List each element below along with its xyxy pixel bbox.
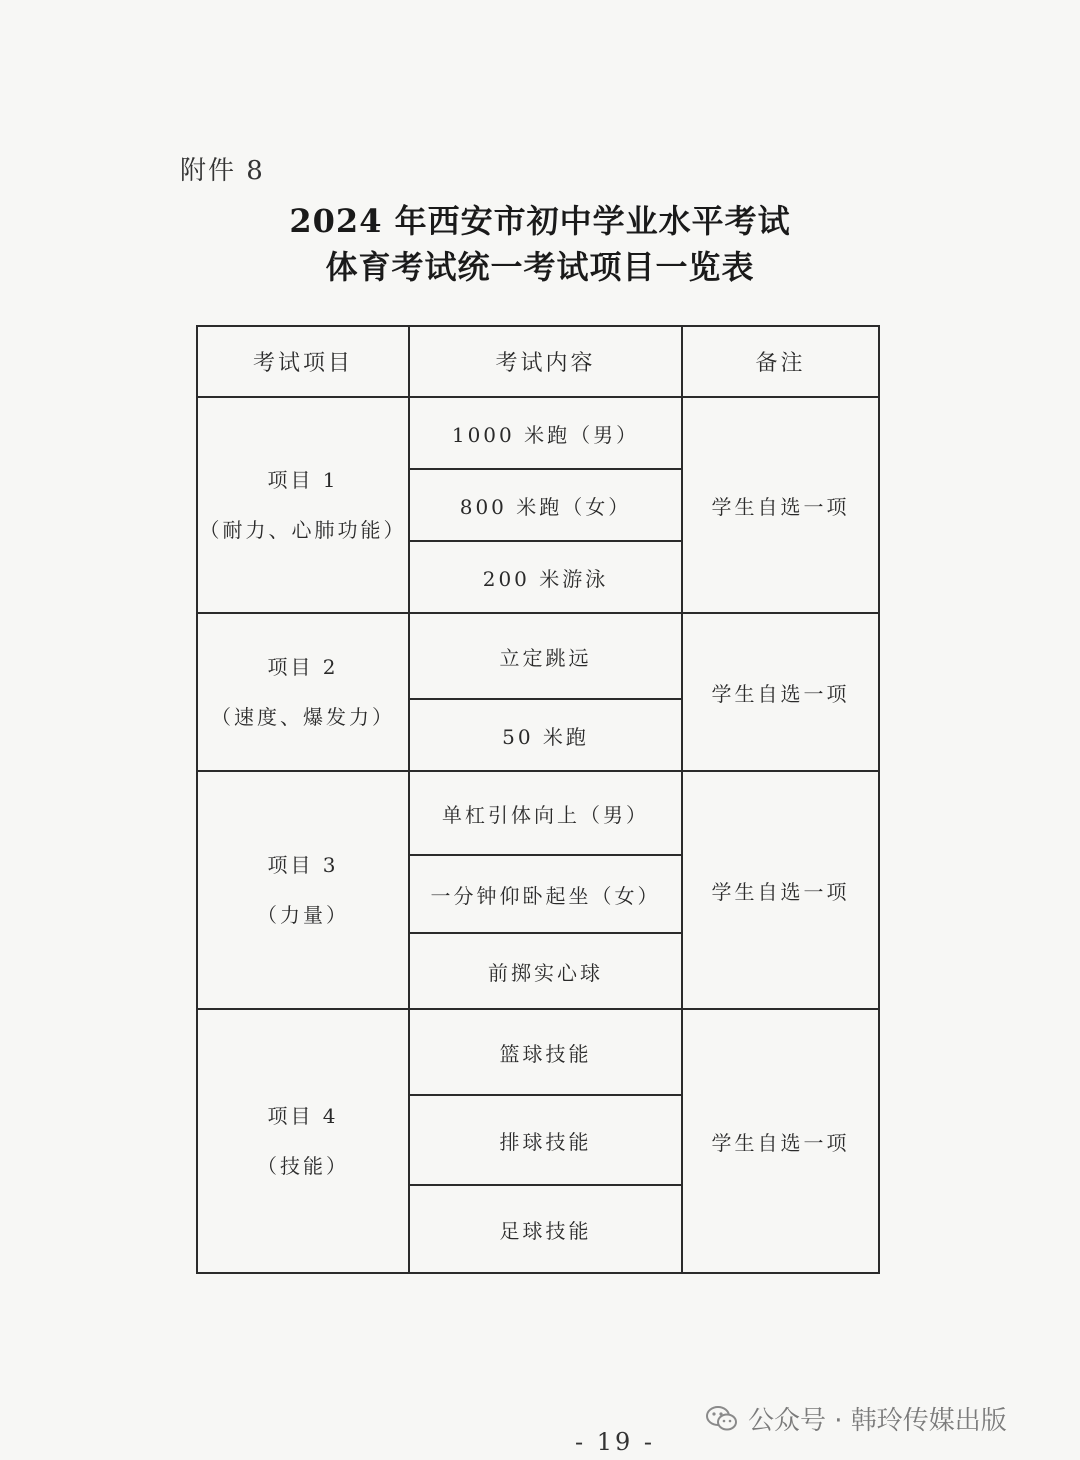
content-cell: 800 米跑（女） [409,469,682,541]
remark-cell: 学生自选一项 [682,613,879,771]
category-description: （力量） [257,903,349,927]
category-cell [197,1009,409,1273]
category-description: （速度、爆发力） [211,705,395,729]
content-cell: 一分钟仰卧起坐（女） [409,855,682,933]
content-cell: 200 米游泳 [409,541,682,613]
page-number-wrap [0,1428,1080,1456]
exam-items-table [196,325,880,1274]
header-exam-item: 考试项目 [197,326,409,397]
table-header-row [197,326,879,397]
content-cell: 1000 米跑（男） [409,397,682,469]
document-title-line2: 体育考试统一考试项目一览表 [325,248,755,286]
category-cell [197,397,409,613]
table-row [197,613,879,699]
category-name: 项目 3 [267,853,339,877]
table-row [197,1009,879,1095]
category-cell [197,771,409,1009]
page-number: - 19 - [574,1428,655,1456]
content-cell: 足球技能 [409,1185,682,1273]
watermark-text: 公众号 · 韩玲传媒出版 [748,1406,1007,1436]
content-cell: 立定跳远 [409,613,682,699]
header-exam-content: 考试内容 [409,326,682,397]
content-cell: 单杠引体向上（男） [409,771,682,855]
document-title-line1: 2024 年西安市初中学业水平考试 [289,202,791,240]
table-row [197,771,879,855]
content-cell: 篮球技能 [409,1009,682,1095]
category-description: （耐力、心肺功能） [199,518,407,542]
table-row [197,397,879,469]
content-cell: 排球技能 [409,1095,682,1185]
category-cell [197,613,409,771]
header-remarks: 备注 [682,326,879,397]
content-cell: 50 米跑 [409,699,682,771]
attachment-label: 附件 8 [180,156,265,186]
category-name: 项目 4 [267,1104,339,1128]
remark-cell: 学生自选一项 [682,397,879,613]
category-name: 项目 1 [267,468,339,492]
remark-cell: 学生自选一项 [682,1009,879,1273]
content-cell: 前掷实心球 [409,933,682,1009]
remark-cell: 学生自选一项 [682,771,879,1009]
category-name: 项目 2 [267,655,339,679]
category-description: （技能） [257,1154,349,1178]
